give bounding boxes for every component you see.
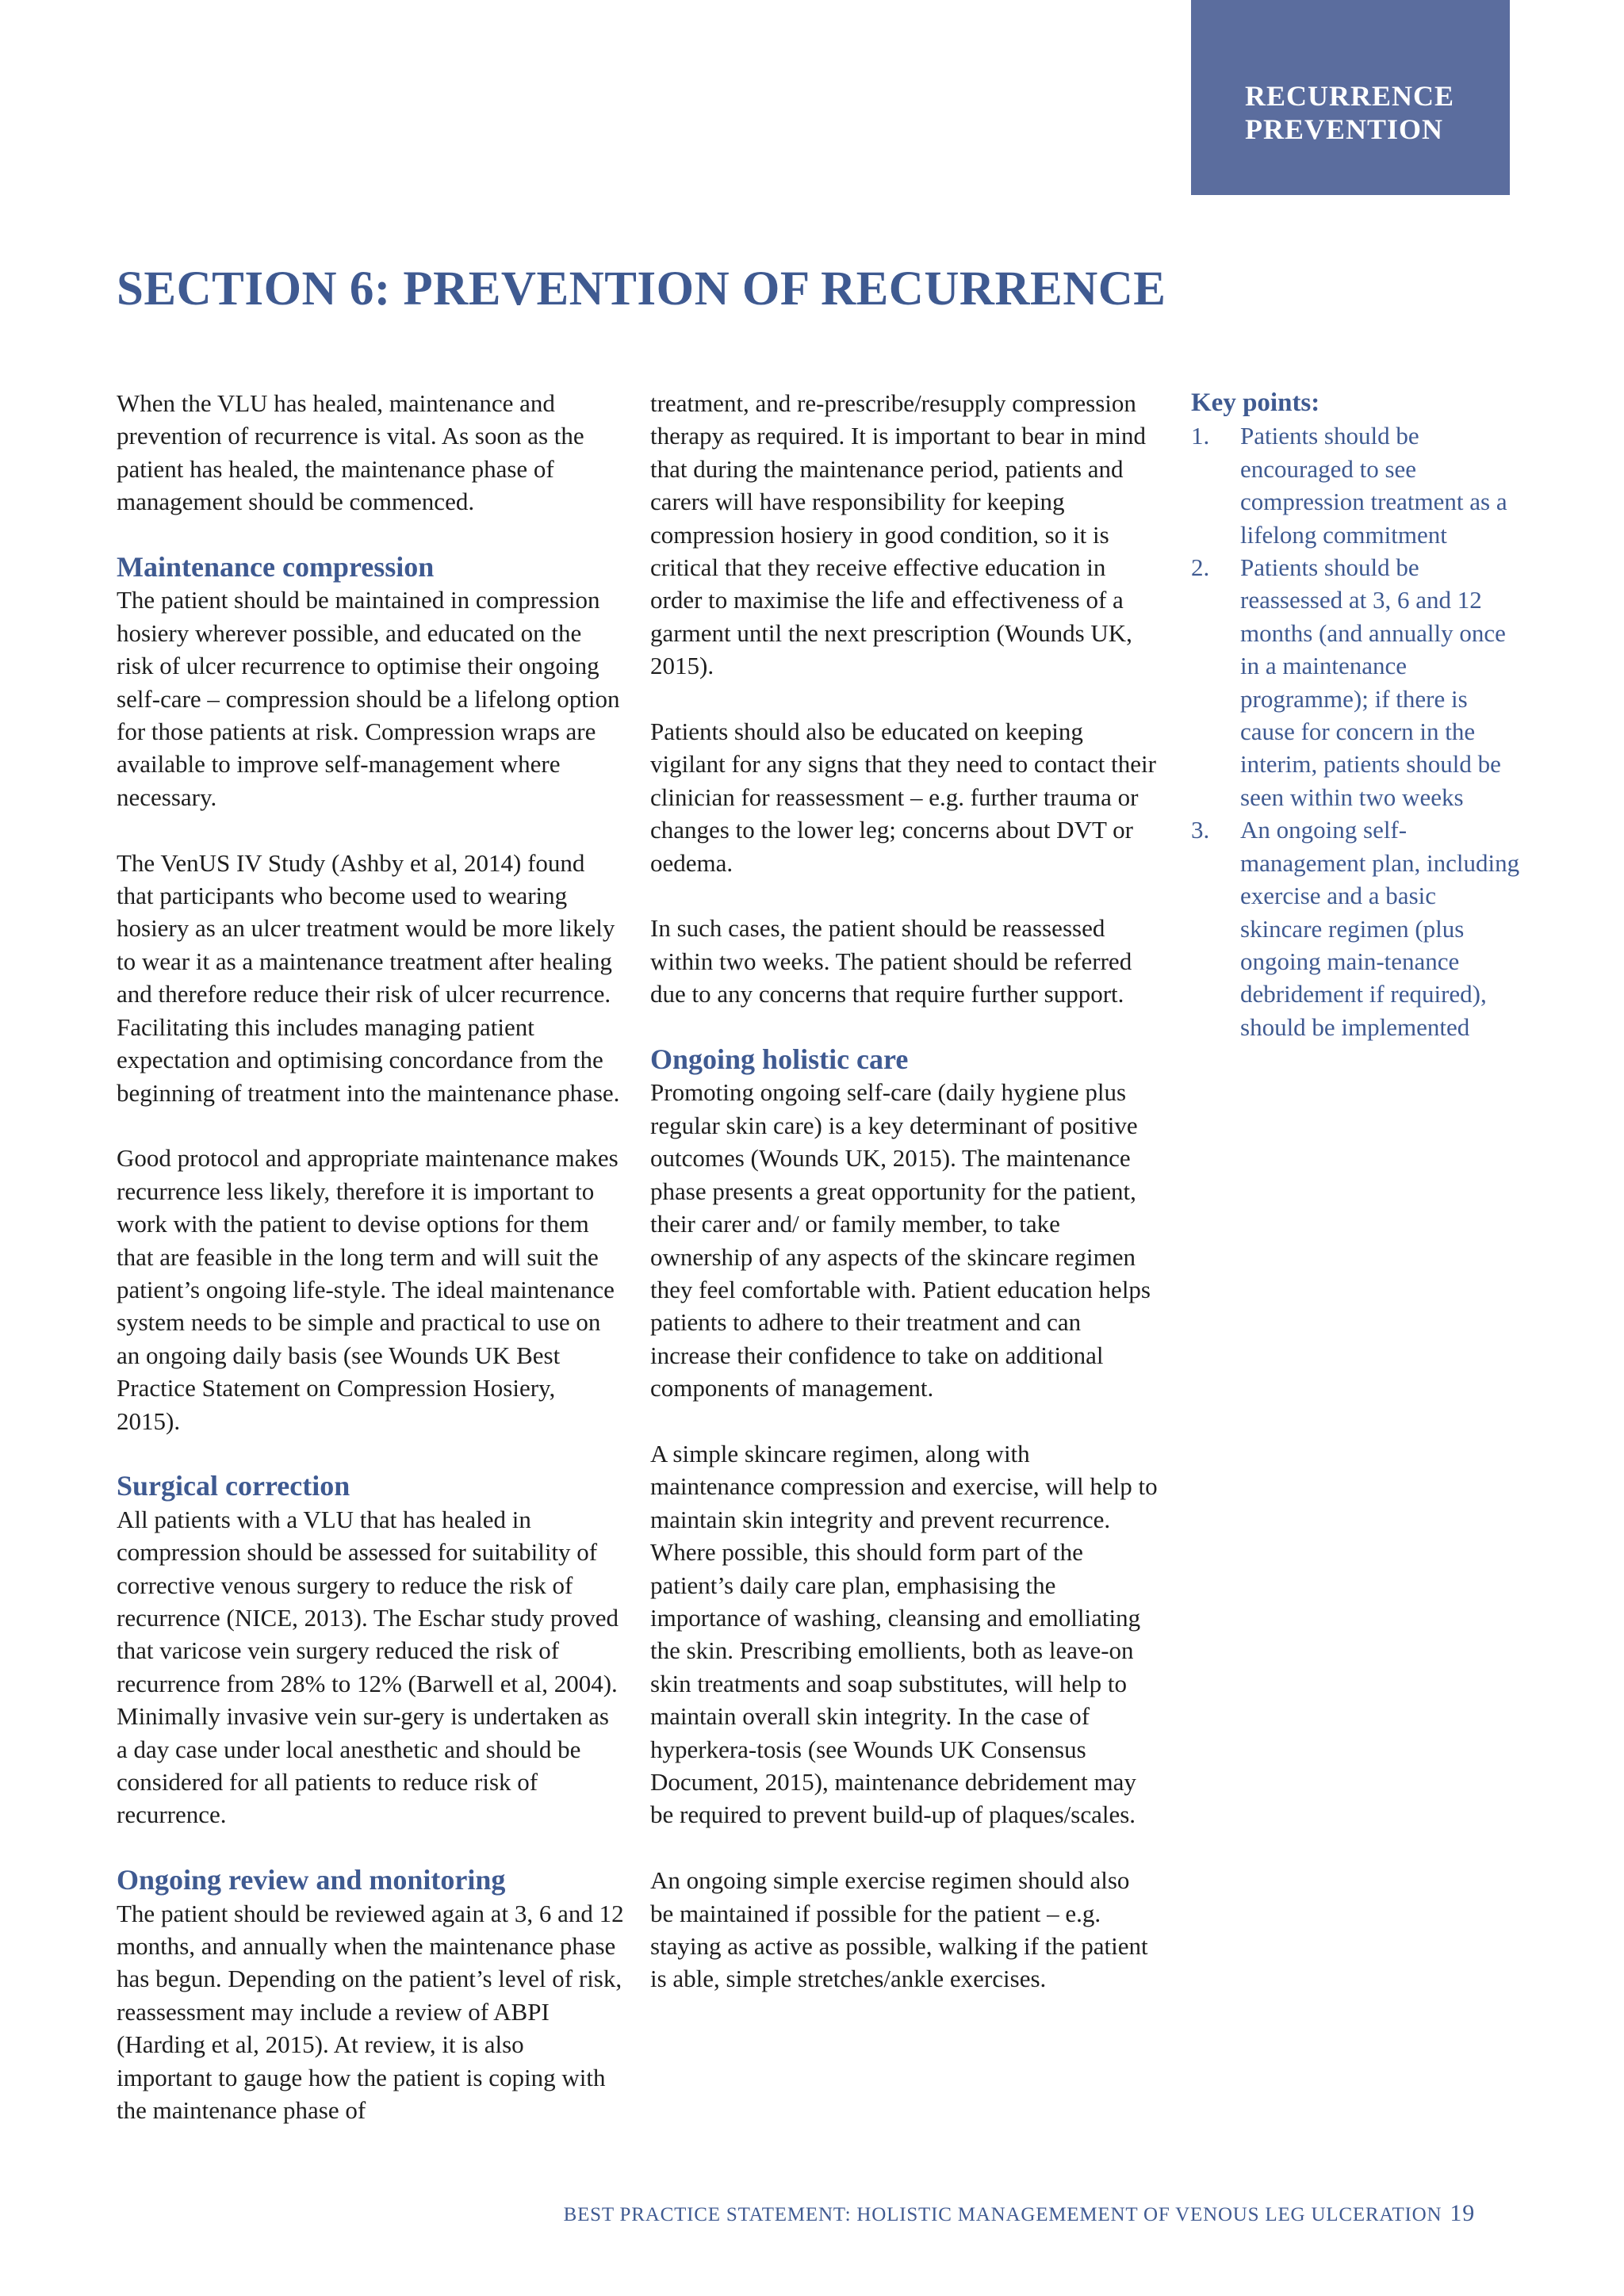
maintenance-paragraph: The patient should be maintained in compression hosiery wherever possible, and educated on the risk of ulcer recurrence to optimise their ongoing self-care – compression should be a lifelong option for those patients at risk. Compression wraps are available to improve self-management where necessary. xyxy=(117,586,620,811)
page-number: 19 xyxy=(1450,2200,1475,2226)
key-point-item xyxy=(1191,813,1524,1043)
section-tab xyxy=(1191,0,1510,195)
key-point-number: 1. xyxy=(1191,422,1210,450)
protocol-paragraph: Good protocol and appropriate maintenance makes recurrence less likely, therefore it is important to work with the patient to devise options for them that are feasible in the long term and will suit the patient’s ongoing life-style. The ideal maintenance system needs to be simple and practical to use on an ongoing daily basis (see Wounds UK Best Practice Statement on Compression Hosiery, 2015). xyxy=(117,1144,619,1435)
heading-ongoing-review: Ongoing review and monitoring xyxy=(117,1864,506,1896)
footer-title: BEST PRACTICE STATEMENT: HOLISTIC MANAGEMEMENT OF VENOUS LEG ULCERATION xyxy=(563,2204,1442,2225)
key-point-text: Patients should be reassessed at 3, 6 and 12 months (and annually once in a maintenance programme); if there is cause for concern in the interim, patients should be seen within two weeks xyxy=(1240,553,1506,811)
skincare-paragraph: A simple skincare regimen, along with maintenance compression and exercise, will help to maintain skin integrity and prevent recurrence. Where possible, this should form part of the patient’s daily care plan, emphasising the importance of washing, cleansing and emolliating the skin. Prescribing emollients, both as leave-on skin treatments and soap substitutes, will help to maintain overall skin integrity. In the case of hyperkera-tosis (see Wounds UK Consensus Document, 2015), maintenance debridement may be required to prevent build-up of plaques/scales. xyxy=(650,1439,1158,1829)
page-title: SECTION 6: PREVENTION OF RECURRENCE xyxy=(117,262,1166,316)
self-care-paragraph: Promoting ongoing self-care (daily hygiene plus regular skin care) is a key determinant of positive outcomes (Wounds UK, 2015). The maintenance phase presents a great opportunity for the patient, their carer and/ or family member, to take ownership of any aspects of the skincare regimen they feel comfortable with. Patient education helps patients to adhere to their treatment and can increase their confidence to take on additional components of management. xyxy=(650,1078,1151,1402)
reassess-paragraph: In such cases, the patient should be reassessed within two weeks. The patient should be referred due to any concerns that require further support. xyxy=(650,914,1132,1008)
key-point-text: Patients should be encouraged to see compression treatment as a lifelong commitment xyxy=(1240,422,1507,549)
key-points-list xyxy=(1191,419,1524,1043)
key-point-item xyxy=(1191,419,1524,551)
column-left xyxy=(117,387,624,2126)
key-point-text: An ongoing self-management plan, including exercise and a basic skincare regimen (plus ongoing main-tenance debridement if required), should be implemented xyxy=(1240,816,1520,1041)
key-point-number: 2. xyxy=(1191,553,1210,582)
review-paragraph: The patient should be reviewed again at 3, 6 and 12 months, and annually when the maintenance phase has begun. Depending on the patient’s level of risk, reassessment may include a review of ABPI (Harding et al, 2015). At review, it is also important to gauge how the patient is coping with the maintenance phase of xyxy=(117,1899,624,2125)
column-middle xyxy=(650,387,1158,1996)
heading-maintenance-compression: Maintenance compression xyxy=(117,551,435,584)
treatment-paragraph: treatment, and re-prescribe/resupply compression therapy as required. It is important to bear in mind that during the maintenance period, patients and carers will have responsibility for keeping compression hosiery in good condition, so it is critical that they receive effective education in order to maximise the life and effectiveness of a garment until the next prescription (Wounds UK, 2015). xyxy=(650,389,1146,680)
surgical-paragraph: All patients with a VLU that has healed in compression should be assessed for suitability of corrective venous surgery to reduce the risk of recurrence (NICE, 2013). The Eschar study proved that varicose vein surgery reduced the risk of recurrence from 28% to 12% (Barwell et al, 2004). Minimally invasive vein sur-gery is undertaken as a day case under local anesthetic and should be considered for all patients to reduce risk of recurrence. xyxy=(117,1505,619,1829)
key-points-heading: Key points: xyxy=(1191,388,1320,417)
venus-study-paragraph: The VenUS IV Study (Ashby et al, 2014) found that participants who become used to wearing hosiery as an ulcer treatment would be more likely to wear it as a maintenance treatment after healing and therefore reduce their risk of ulcer recurrence. Facilitating this includes managing patient expectation and optimising concordance from the beginning of treatment into the maintenance phase. xyxy=(117,848,620,1107)
section-tab-line2: PREVENTION xyxy=(1245,113,1444,145)
exercise-paragraph: An ongoing simple exercise regimen should also be maintained if possible for the patient – e.g. staying as active as possible, walking if the patient is able, simple stretches/ankle exercises. xyxy=(650,1866,1148,1993)
page-footer xyxy=(0,2200,1475,2227)
section-tab-line1: RECURRENCE xyxy=(1245,80,1455,112)
key-points-box xyxy=(1191,387,1524,1043)
heading-ongoing-holistic-care: Ongoing holistic care xyxy=(650,1043,909,1076)
key-point-number: 3. xyxy=(1191,816,1210,844)
heading-surgical-correction: Surgical correction xyxy=(117,1470,350,1502)
key-point-item xyxy=(1191,551,1524,813)
intro-paragraph: When the VLU has healed, maintenance and prevention of recurrence is vital. As soon as the patient has healed, the maintenance phase of management should be commenced. xyxy=(117,389,584,516)
vigilance-paragraph: Patients should also be educated on keeping vigilant for any signs that they need to contact their clinician for reassessment – e.g. further trauma or changes to the lower leg; concerns about DVT or oedema. xyxy=(650,718,1156,877)
